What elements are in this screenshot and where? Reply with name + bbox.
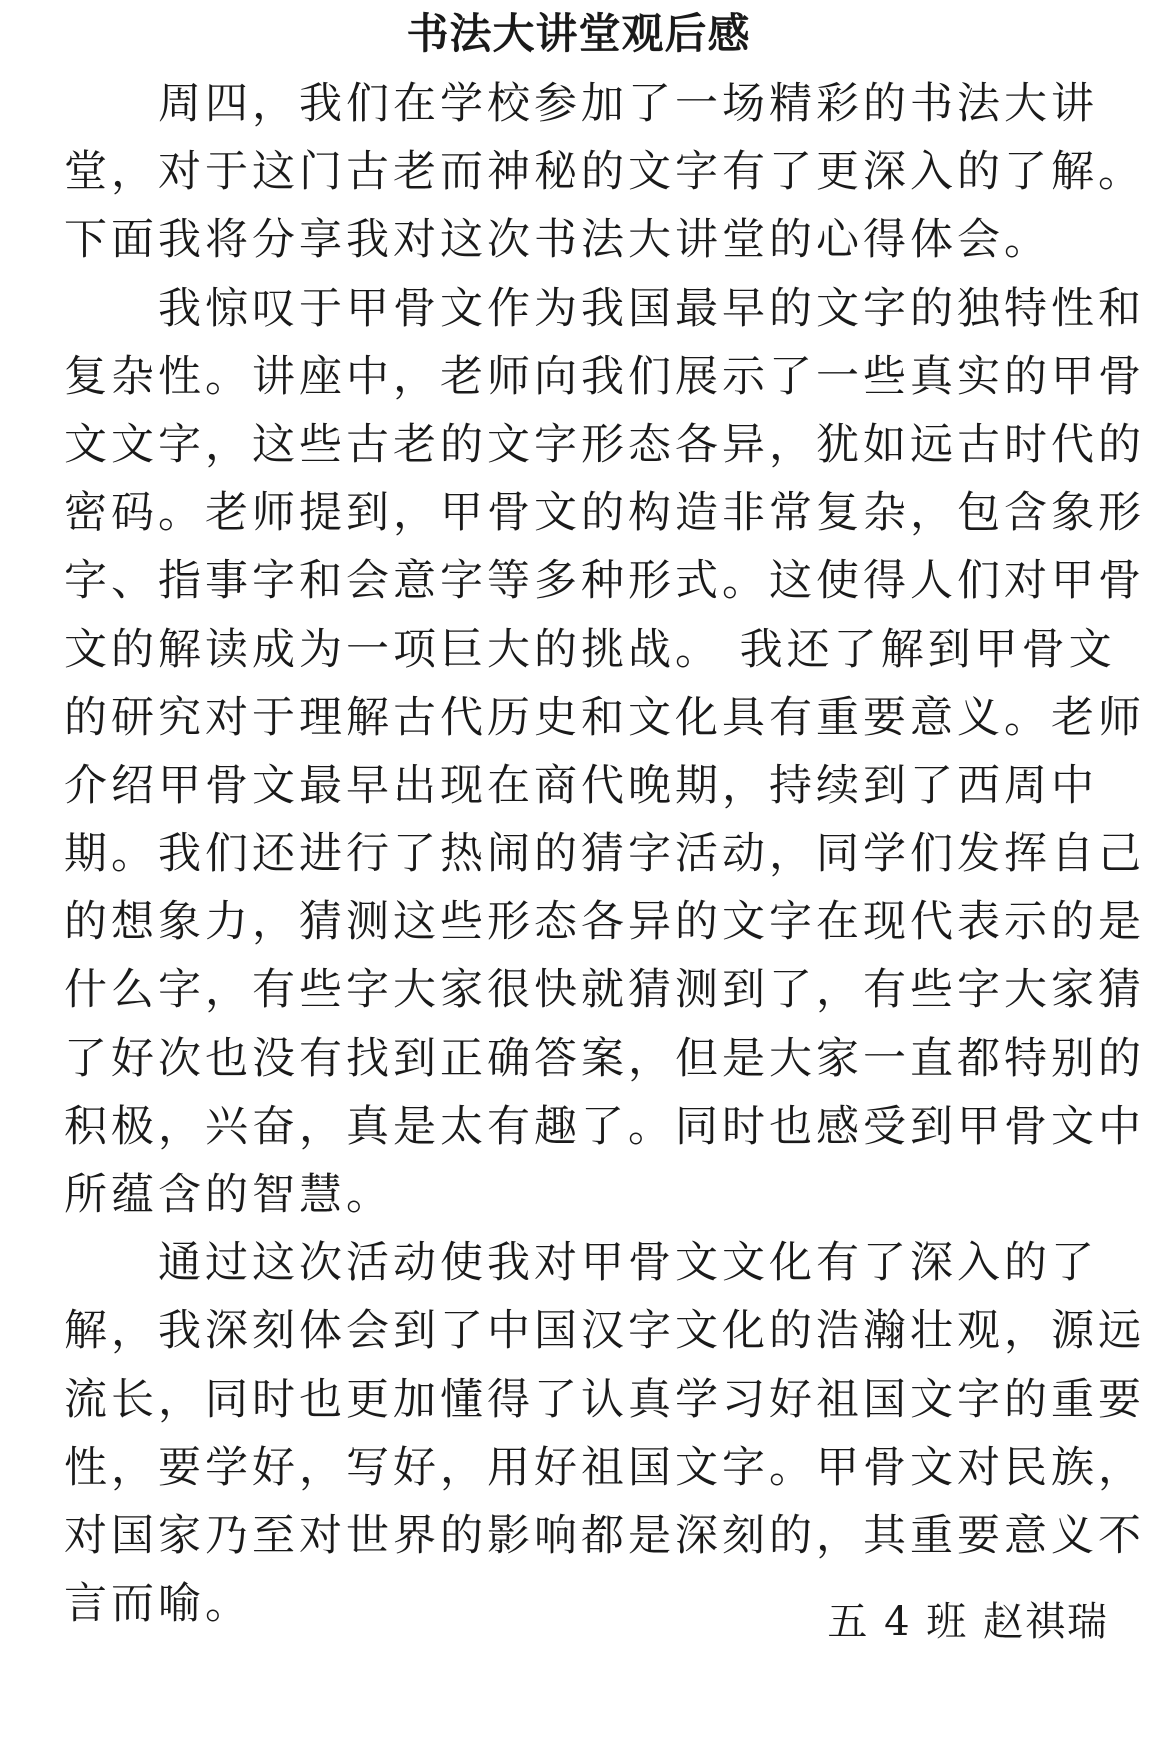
text-line: 我惊叹于甲骨文作为我国最早的文字的独特性和 [64,283,1145,334]
document-title: 书法大讲堂观后感 [406,9,751,58]
text-line: 所蕴含的智慧。 [64,1170,393,1220]
text-line: 下面我将分享我对这次书法大讲堂的心得体会。 [64,215,1051,266]
text-line: 性，要学好，写好，用好祖国文字。甲骨文对民族， [64,1442,1145,1493]
text-line: 期。我们还进行了热闹的猜字活动，同学们发挥自己 [64,829,1145,880]
text-line: 积极，兴奋，真是太有趣了。同时也感受到甲骨文中 [64,1101,1145,1152]
text-line: 通过这次活动使我对甲骨文文化有了深入的了 [64,1238,1098,1289]
text-line: 对国家乃至对世界的影响都是深刻的，其重要意义不 [64,1510,1145,1561]
text-line: 解，我深刻体会到了中国汉字文化的浩瀚壮观，源远 [64,1306,1145,1357]
text-line: 字、指事字和会意字等多种形式。这使得人们对甲骨 [64,556,1145,607]
text-line: 什么字，有些字大家很快就猜测到了，有些字大家猜 [64,965,1145,1016]
text-line: 复杂性。讲座中，老师向我们展示了一些真实的甲骨 [64,351,1145,402]
text-line: 堂，对于这门古老而神秘的文字有了更深入的了解。 [64,147,1145,198]
text-line: 文的解读成为一项巨大的挑战。 我还了解到甲骨文 [64,624,1116,675]
text-line: 的研究对于理解古代历史和文化具有重要意义。老师 [64,692,1145,743]
text-line: 介绍甲骨文最早出现在商代晚期，持续到了西周中 [64,760,1098,811]
text-line: 文文字，这些古老的文字形态各异，犹如远古时代的 [64,419,1145,470]
document-body [64,70,1145,1638]
text-line: 流长，同时也更加懂得了认真学习好祖国文字的重要 [64,1374,1145,1425]
text-line: 密码。老师提到，甲骨文的构造非常复杂，包含象形 [64,488,1145,539]
text-line: 的想象力，猜测这些形态各异的文字在现代表示的是 [64,897,1145,948]
author-signature: 五 4 班 赵祺瑞 [827,1599,1109,1645]
text-line: 言而喻。 [64,1579,252,1630]
text-line: 了好次也没有找到正确答案，但是大家一直都特别的 [64,1033,1145,1084]
text-line: 周四，我们在学校参加了一场精彩的书法大讲 [64,79,1098,129]
